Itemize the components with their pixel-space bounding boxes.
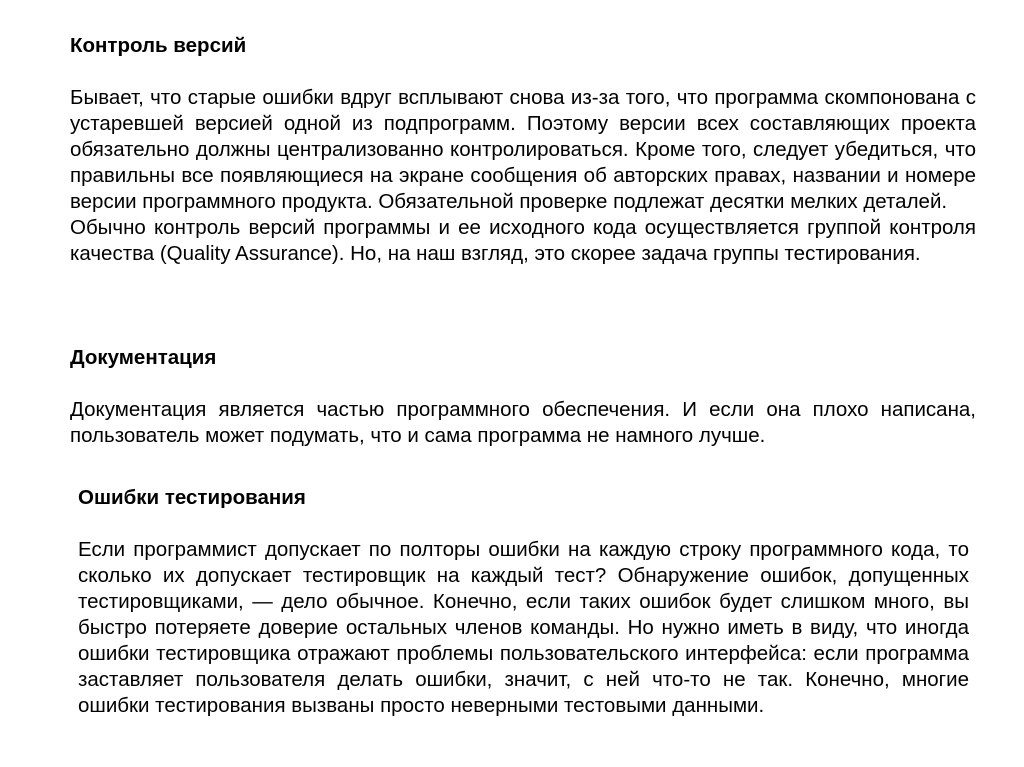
section-heading: Документация <box>70 346 217 369</box>
section-heading: Ошибки тестирования <box>78 486 306 509</box>
section-paragraph: Обычно контроль версий программы и ее исходного кода осуществляется группой контроля качества (Quality Assurance). Но, на наш взгляд, это скорее задача группы тестирования. <box>70 216 976 265</box>
spacer <box>78 511 969 537</box>
section-heading: Контроль версий <box>70 34 247 57</box>
section-paragraph: Документация является частью программного обеспечения. И если она плохо написана, пользователь может подумать, что и сама программа не намного лучше. <box>70 398 976 447</box>
spacer <box>70 371 976 397</box>
section-testing-errors <box>78 485 969 719</box>
section-version-control <box>70 33 976 267</box>
section-paragraph: Бывает, что старые ошибки вдруг всплывают снова из-за того, что программа скомпонована с устаревшей версией одной из подпрограмм. Поэтому версии всех составляющих проекта обязательно должны централизованно контролироваться. Кроме того, следует убедиться, что правильны все появляющиеся на экране сообщения об авторских правах, названии и номере версии программного продукта. Обязательной проверке подлежат десятки мелких деталей. <box>70 86 976 213</box>
section-paragraph: Если программист допускает по полторы ошибки на каждую строку программного кода, то сколько их допускает тестировщик на каждый тест? Обнаружение ошибок, допущенных тестировщиками, — дело обычное. Конечно, если таких ошибок будет слишком много, вы быстро потеряете доверие остальных членов команды. Но нужно иметь в виду, что иногда ошибки тестировщика отражают проблемы пользовательского интерфейса: если программа заставляет пользователя делать ошибки, значит, с ней что-то не так. Конечно, многие ошибки тестирования вызваны просто неверными тестовыми данными. <box>78 538 969 717</box>
section-documentation <box>70 345 976 449</box>
spacer <box>70 59 976 85</box>
